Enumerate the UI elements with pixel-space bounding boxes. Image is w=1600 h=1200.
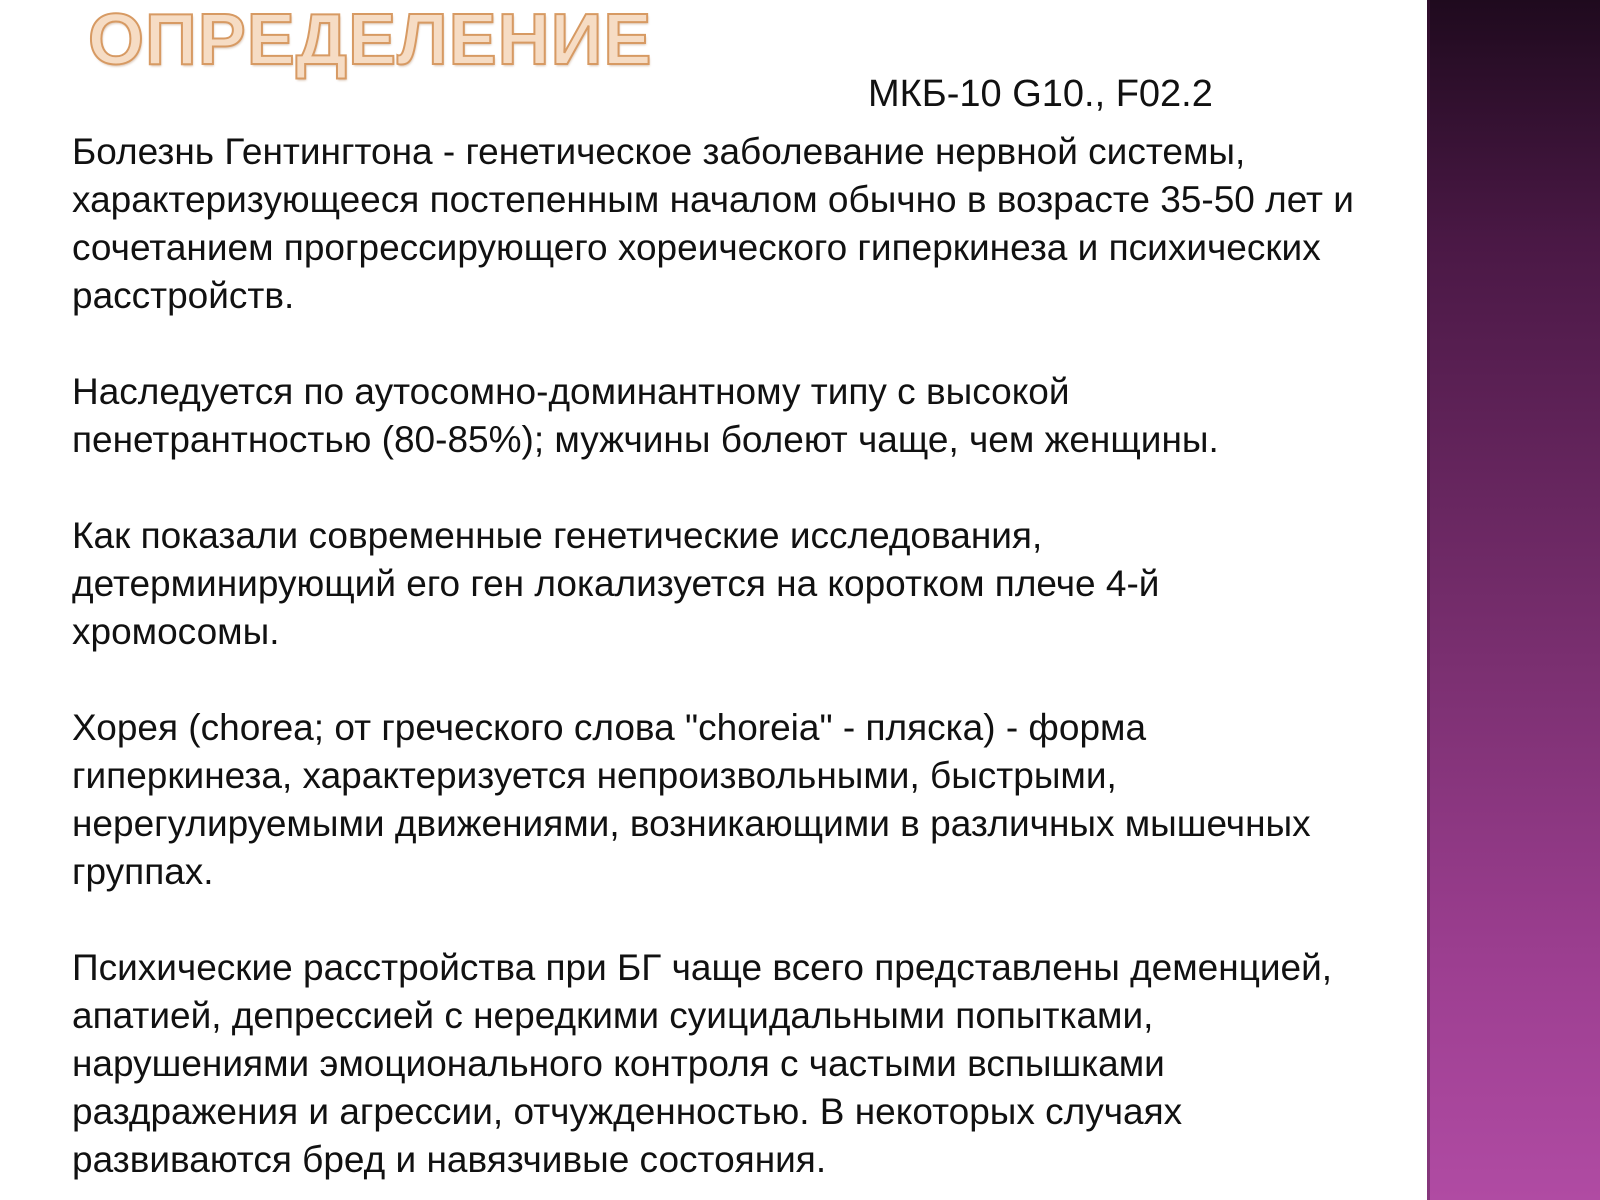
paragraph-mental-disorders: Психические расстройства при БГ чаще всего представлены деменцией, апатией, депрессией с нередкими суицидальными попытками, нарушениями эмоционального контроля с частыми вспышками раздражения и агрессии, отчужденностью. В некоторых случаях развиваются бред и навязчивые состояния.: [72, 947, 1333, 1180]
paragraph-genetics: Как показали современные генетические исследования, детерминирующий его ген локализуется на коротком плече 4-й хромосомы.: [72, 515, 1160, 652]
paragraph-chorea: Хорея (chorea; от греческого слова "choreia" - пляска) - форма гиперкинеза, характеризуется непроизвольными, быстрыми, нерегулируемыми движениями, возникающими в различных мышечных группах.: [72, 707, 1311, 892]
paragraph-inheritance: Наследуется по аутосомно-доминантному типу с высокой пенетрантностью (80-85%); мужчины болеют чаще, чем женщины.: [72, 371, 1219, 460]
paragraph-definition: Болезнь Гентингтона - генетическое заболевание нервной системы, характеризующееся постепенным началом обычно в возрасте 35-50 лет и сочетанием прогрессирующего хореического гиперкинеза и психических расстройств.: [72, 131, 1354, 316]
slide-title: ОПРЕДЕЛЕНИЕ: [88, 0, 653, 80]
slide-body: [72, 128, 1472, 1184]
icd-code: МКБ-10 G10., F02.2: [868, 73, 1213, 115]
